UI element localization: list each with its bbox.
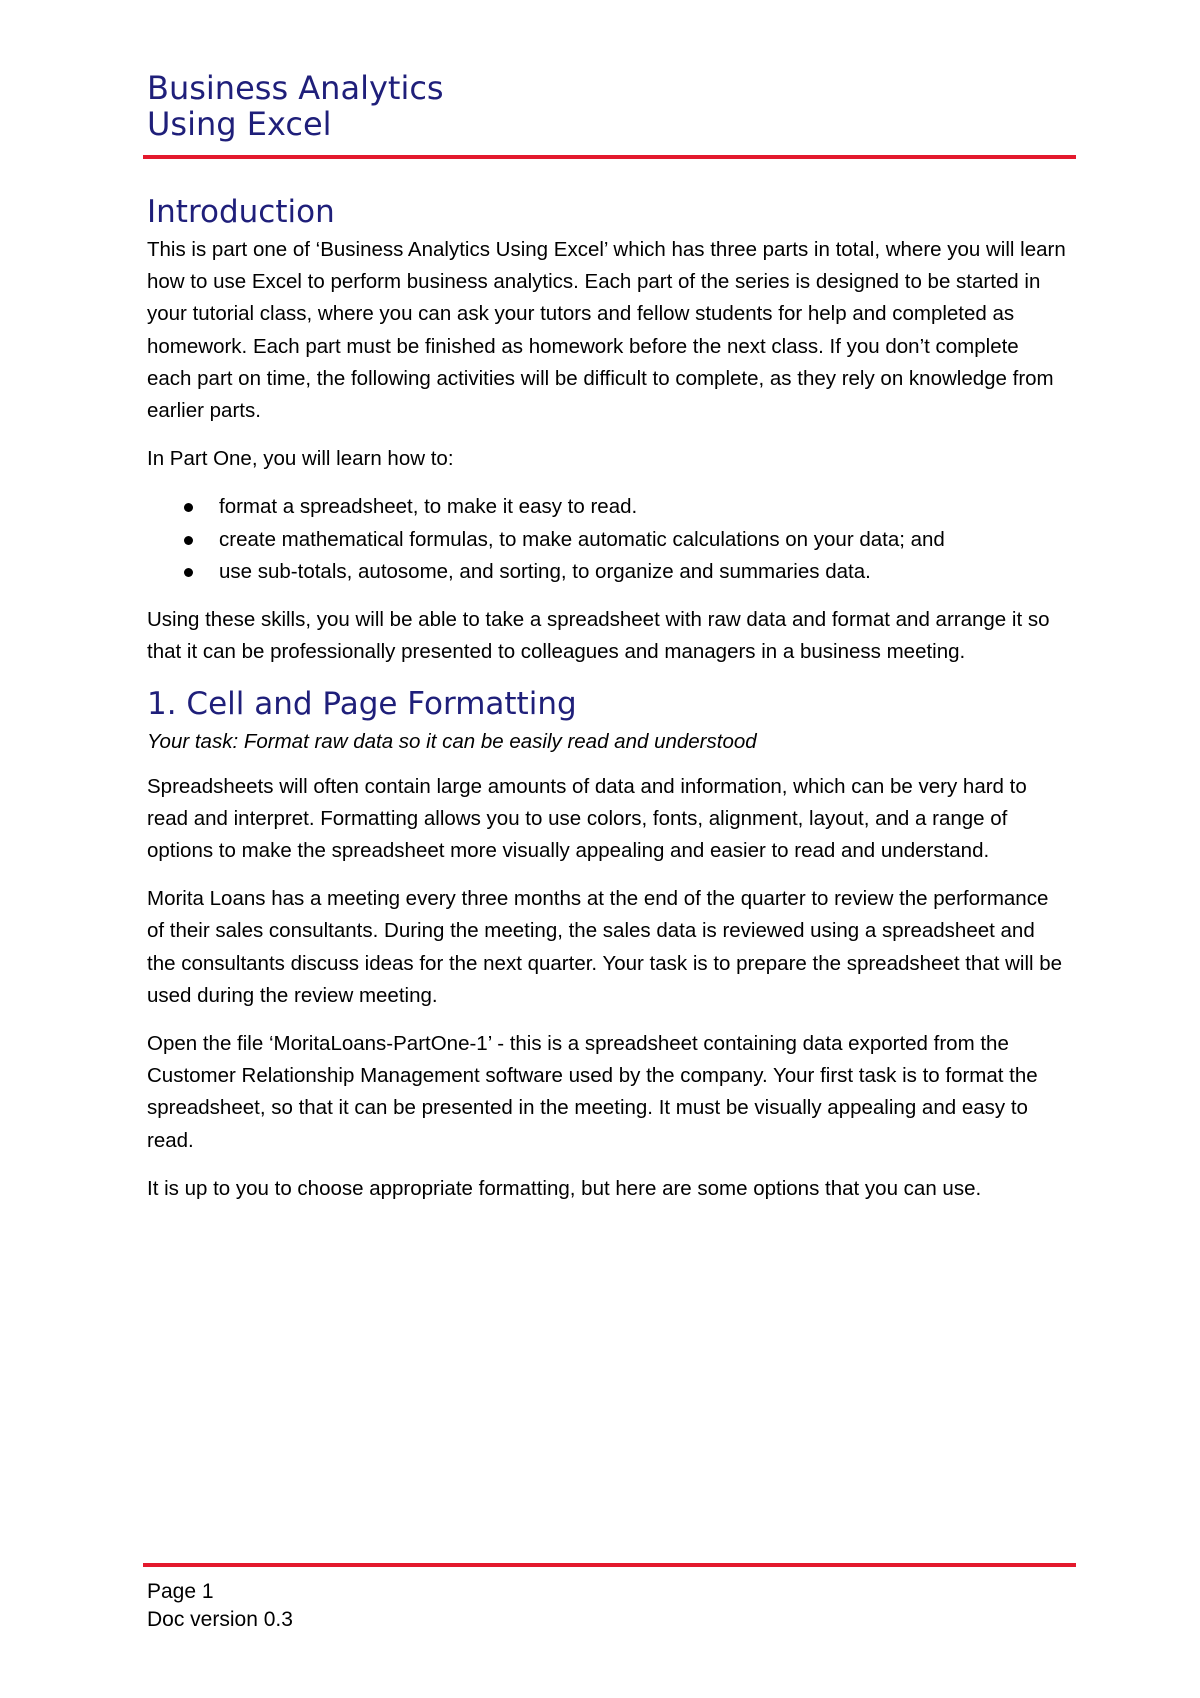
doc-version: Doc version 0.3 bbox=[147, 1608, 293, 1631]
bullet-icon bbox=[184, 536, 193, 545]
intro-lead-in: In Part One, you will learn how to: bbox=[147, 447, 454, 471]
page-number: Page 1 bbox=[147, 1580, 214, 1603]
intro-paragraph-1: This is part one of ‘Business Analytics Using Excel’ which has three parts in total, where you will learn how to use Excel to perform business analytics. Each part of the series is designed to be started in your tutorial class, where you can ask your tutors and fellow students for help and completed as homework. Each part must be finished as homework before the next class. If you don’t complete each part on time, the following activities will be difficult to complete, as they rely on knowledge from earlier parts. bbox=[147, 238, 1066, 423]
footer-divider bbox=[143, 1563, 1076, 1567]
list-item bbox=[147, 491, 1067, 523]
section-1-heading: 1. Cell and Page Formatting bbox=[147, 686, 577, 723]
document-title-line2: Using Excel bbox=[147, 105, 332, 143]
document-title-line1: Business Analytics bbox=[147, 69, 444, 107]
document-title bbox=[147, 70, 444, 142]
intro-paragraph-2: Using these skills, you will be able to take a spreadsheet with raw data and format and arrange it so that it can be professionally presented to colleagues and managers in a business meeting. bbox=[147, 608, 1050, 664]
introduction-heading: Introduction bbox=[147, 194, 335, 230]
page-footer bbox=[147, 1578, 293, 1634]
document-body bbox=[147, 194, 1067, 1221]
bullet-icon bbox=[184, 503, 193, 512]
section-1-paragraph-3: Open the file ‘MoritaLoans-PartOne-1’ - this is a spreadsheet containing data exported from the Customer Relationship Management software used by the company. Your first task is to format the spreadsheet, so that it can be presented in the meeting. It must be visually appealing and easy to read. bbox=[147, 1032, 1038, 1152]
bullet-icon bbox=[184, 568, 193, 577]
header-divider bbox=[143, 155, 1076, 159]
learning-objectives-list bbox=[147, 491, 1067, 588]
list-item-text: format a spreadsheet, to make it easy to read. bbox=[219, 495, 638, 519]
section-1-paragraph-1: Spreadsheets will often contain large amounts of data and information, which can be very hard to read and interpret. Formatting allows you to use colors, fonts, alignment, layout, and a range of options to make the spreadsheet more visually appealing and easier to read and understand. bbox=[147, 774, 1027, 863]
list-item-text: use sub-totals, autosome, and sorting, to organize and summaries data. bbox=[219, 559, 871, 583]
list-item bbox=[147, 556, 1067, 588]
section-1-task: Your task: Format raw data so it can be easily read and understood bbox=[147, 730, 757, 754]
list-item bbox=[147, 524, 1067, 556]
list-item-text: create mathematical formulas, to make automatic calculations on your data; and bbox=[219, 527, 945, 551]
section-1-paragraph-4: It is up to you to choose appropriate formatting, but here are some options that you can use. bbox=[147, 1176, 982, 1200]
section-1-paragraph-2: Morita Loans has a meeting every three months at the end of the quarter to review the performance of their sales consultants. During the meeting, the sales data is reviewed using a spreadsheet and the consultants discuss ideas for the next quarter. Your task is to prepare the spreadsheet that will be used during the review meeting. bbox=[147, 887, 1063, 1007]
